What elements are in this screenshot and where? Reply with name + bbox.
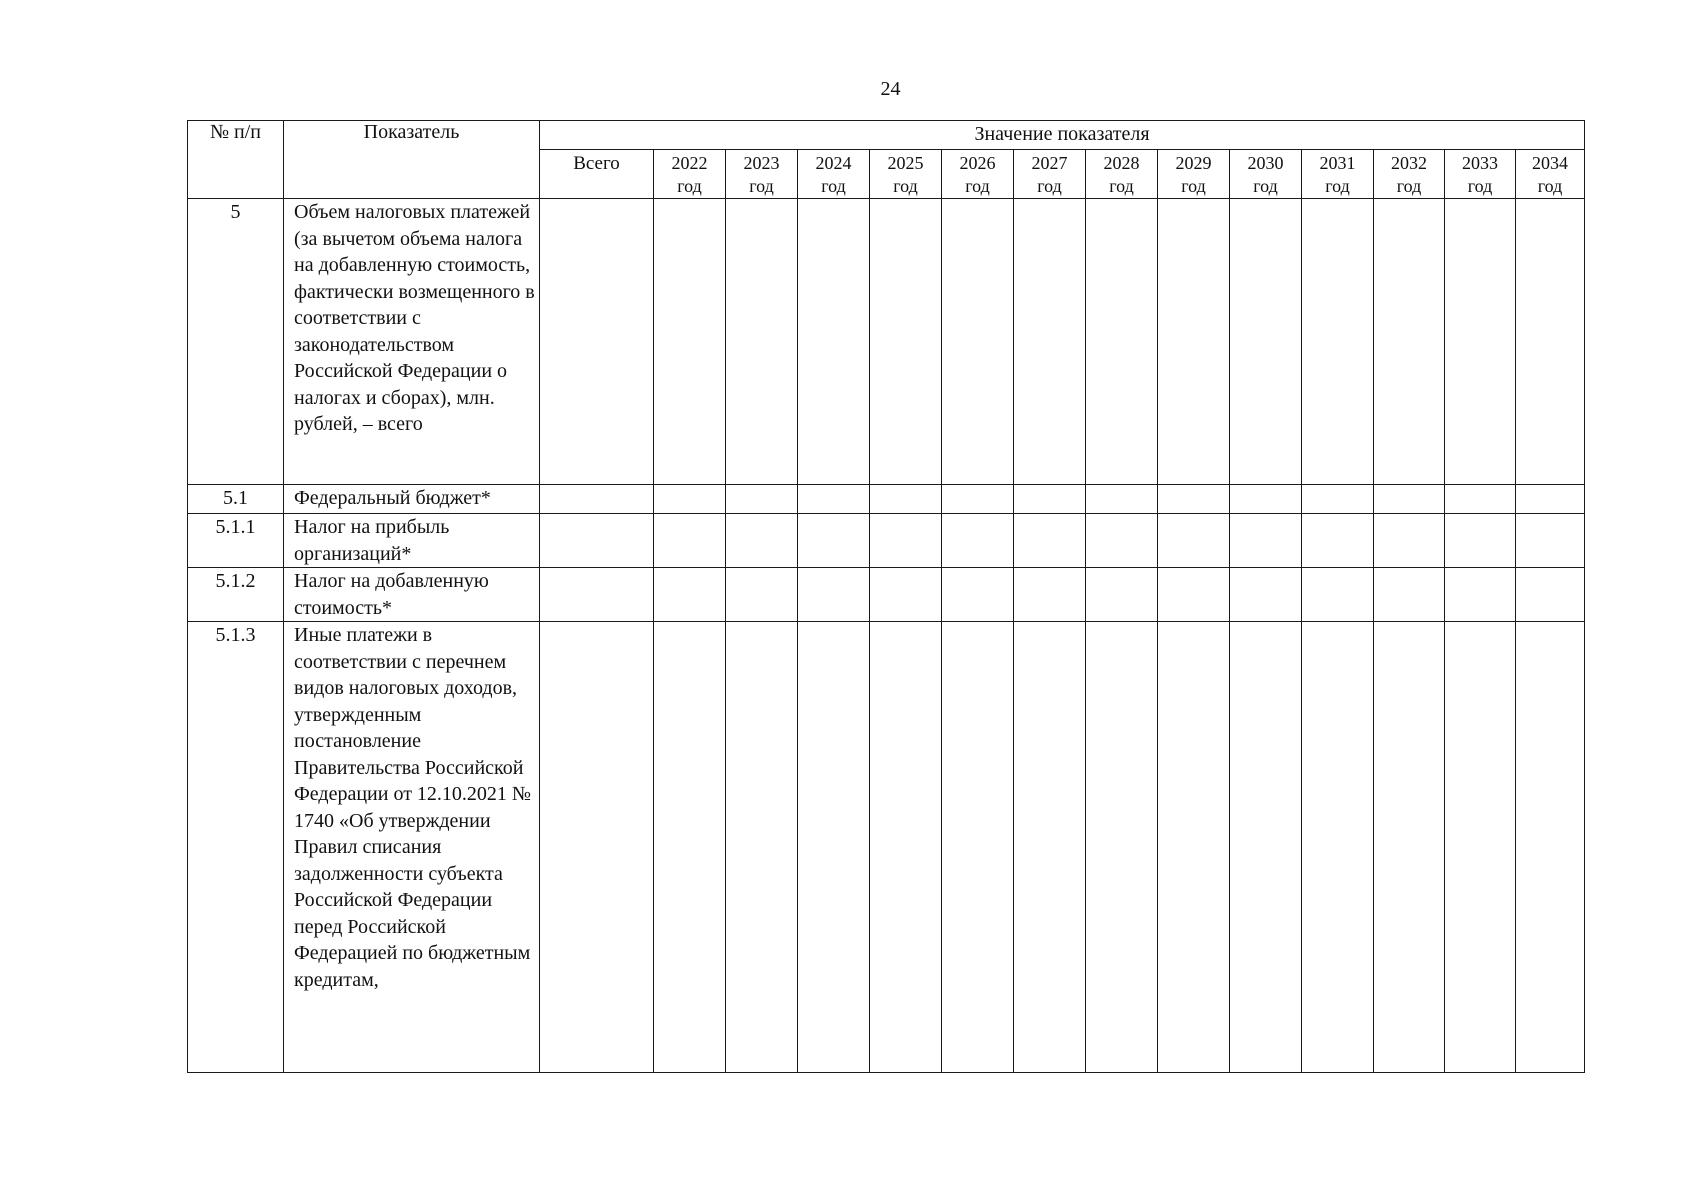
year-label: 2027 (1031, 153, 1068, 173)
cell-value (1014, 568, 1086, 622)
table-row (188, 568, 1585, 622)
cell-value (726, 199, 798, 485)
cell-value (798, 622, 870, 1073)
cell-value (1516, 622, 1585, 1073)
page-number: 24 (880, 78, 901, 100)
cell-value (1445, 514, 1516, 568)
cell-value (654, 622, 726, 1073)
header-num: № п/п (188, 121, 284, 199)
year-unit: год (1253, 176, 1278, 196)
cell-value (870, 622, 942, 1073)
cell-value (1086, 514, 1158, 568)
cell-value (942, 568, 1014, 622)
cell-value (798, 514, 870, 568)
cell-value (798, 485, 870, 514)
cell-value (942, 485, 1014, 514)
cell-value (1374, 485, 1445, 514)
cell-total (540, 514, 654, 568)
cell-value (870, 199, 942, 485)
header-total: Всего (540, 150, 654, 199)
year-label: 2031 (1319, 153, 1356, 173)
row-label: Иные платежи в соответствии с перечнем видов налоговых доходов, утвержденным постановление Правительства Российской Федерации от 12.10.2021 № 1740 «Об утверждении Правил списания задолженности субъекта Российской Федерации перед Российской Федерацией по бюджетным кредитам, (284, 622, 540, 1073)
cell-value (942, 514, 1014, 568)
header-year-2031 (1302, 150, 1374, 199)
cell-value (1014, 485, 1086, 514)
year-unit: год (893, 176, 918, 196)
cell-total (540, 199, 654, 485)
header-year-2024 (798, 150, 870, 199)
header-year-2022 (654, 150, 726, 199)
cell-value (1302, 622, 1374, 1073)
cell-value (1516, 568, 1585, 622)
cell-value (1302, 568, 1374, 622)
year-label: 2025 (887, 153, 924, 173)
cell-value (1230, 568, 1302, 622)
year-label: 2034 (1532, 153, 1568, 173)
year-unit: год (821, 176, 846, 196)
cell-value (1516, 199, 1585, 485)
cell-value (870, 485, 942, 514)
cell-value (1086, 622, 1158, 1073)
year-unit: год (677, 176, 702, 196)
cell-value (1230, 485, 1302, 514)
cell-value (1374, 568, 1445, 622)
header-year-2030 (1230, 150, 1302, 199)
cell-value (1445, 568, 1516, 622)
table-row (188, 199, 1585, 485)
cell-value (1086, 199, 1158, 485)
table-row (188, 622, 1585, 1073)
cell-value (654, 199, 726, 485)
cell-value (1302, 485, 1374, 514)
cell-value (1445, 199, 1516, 485)
cell-total (540, 622, 654, 1073)
cell-value (726, 485, 798, 514)
cell-value (726, 568, 798, 622)
cell-value (1230, 199, 1302, 485)
year-unit: год (1396, 176, 1422, 196)
header-year-2023 (726, 150, 798, 199)
header-year-2025 (870, 150, 942, 199)
cell-value (798, 568, 870, 622)
cell-value (1158, 514, 1230, 568)
cell-value (1158, 485, 1230, 514)
year-label: 2023 (743, 153, 780, 173)
header-year-2034 (1516, 150, 1585, 199)
year-unit: год (1467, 176, 1493, 196)
cell-value (1516, 514, 1585, 568)
cell-value (1445, 622, 1516, 1073)
table-row (188, 485, 1585, 514)
cell-value (942, 622, 1014, 1073)
header-year-2028 (1086, 150, 1158, 199)
year-label: 2022 (671, 153, 708, 173)
cell-value (1374, 622, 1445, 1073)
row-number: 5.1.2 (188, 568, 284, 622)
row-label: Налог на прибыль организаций* (284, 514, 540, 568)
cell-total (540, 568, 654, 622)
year-unit: год (965, 176, 990, 196)
header-year-2032 (1374, 150, 1445, 199)
cell-total (540, 485, 654, 514)
row-number: 5 (188, 199, 284, 485)
cell-value (654, 568, 726, 622)
year-unit: год (1109, 176, 1134, 196)
year-label: 2024 (815, 153, 852, 173)
header-row-top (188, 121, 1585, 150)
row-number: 5.1 (188, 485, 284, 514)
indicator-table (187, 120, 1585, 1073)
cell-value (1014, 514, 1086, 568)
cell-value (1302, 514, 1374, 568)
row-label: Федеральный бюджет* (284, 485, 540, 514)
table-row (188, 514, 1585, 568)
cell-value (1445, 485, 1516, 514)
cell-value (1516, 485, 1585, 514)
year-unit: год (1181, 176, 1206, 196)
year-unit: год (1537, 176, 1563, 196)
cell-value (654, 514, 726, 568)
year-unit: год (1325, 176, 1350, 196)
cell-value (870, 514, 942, 568)
year-unit: год (749, 176, 774, 196)
header-year-2033 (1445, 150, 1516, 199)
year-label: 2030 (1247, 153, 1284, 173)
cell-value (1014, 622, 1086, 1073)
header-year-2026 (942, 150, 1014, 199)
cell-value (1158, 199, 1230, 485)
header-indicator: Показатель (284, 121, 540, 199)
cell-value (1014, 199, 1086, 485)
header-year-2029 (1158, 150, 1230, 199)
year-label: 2029 (1175, 153, 1212, 173)
row-number: 5.1.3 (188, 622, 284, 1073)
cell-value (654, 485, 726, 514)
cell-value (1230, 514, 1302, 568)
header-value-group: Значение показателя (540, 121, 1585, 150)
cell-value (798, 199, 870, 485)
year-label: 2032 (1391, 153, 1427, 173)
row-label: Налог на добавленную стоимость* (284, 568, 540, 622)
cell-value (1374, 199, 1445, 485)
year-label: 2028 (1103, 153, 1140, 173)
cell-value (870, 568, 942, 622)
row-label: Объем налоговых платежей (за вычетом объема налога на добавленную стоимость, фактически возмещенного в соответствии с законодательством Российской Федерации о налогах и сборах), млн. рублей, – всего (284, 199, 540, 485)
cell-value (726, 514, 798, 568)
cell-value (1158, 622, 1230, 1073)
header-year-2027 (1014, 150, 1086, 199)
year-unit: год (1037, 176, 1062, 196)
cell-value (1086, 568, 1158, 622)
cell-value (942, 199, 1014, 485)
cell-value (1086, 485, 1158, 514)
cell-value (1374, 514, 1445, 568)
year-label: 2033 (1462, 153, 1498, 173)
year-label: 2026 (959, 153, 996, 173)
cell-value (1158, 568, 1230, 622)
cell-value (1230, 622, 1302, 1073)
cell-value (726, 622, 798, 1073)
row-number: 5.1.1 (188, 514, 284, 568)
cell-value (1302, 199, 1374, 485)
